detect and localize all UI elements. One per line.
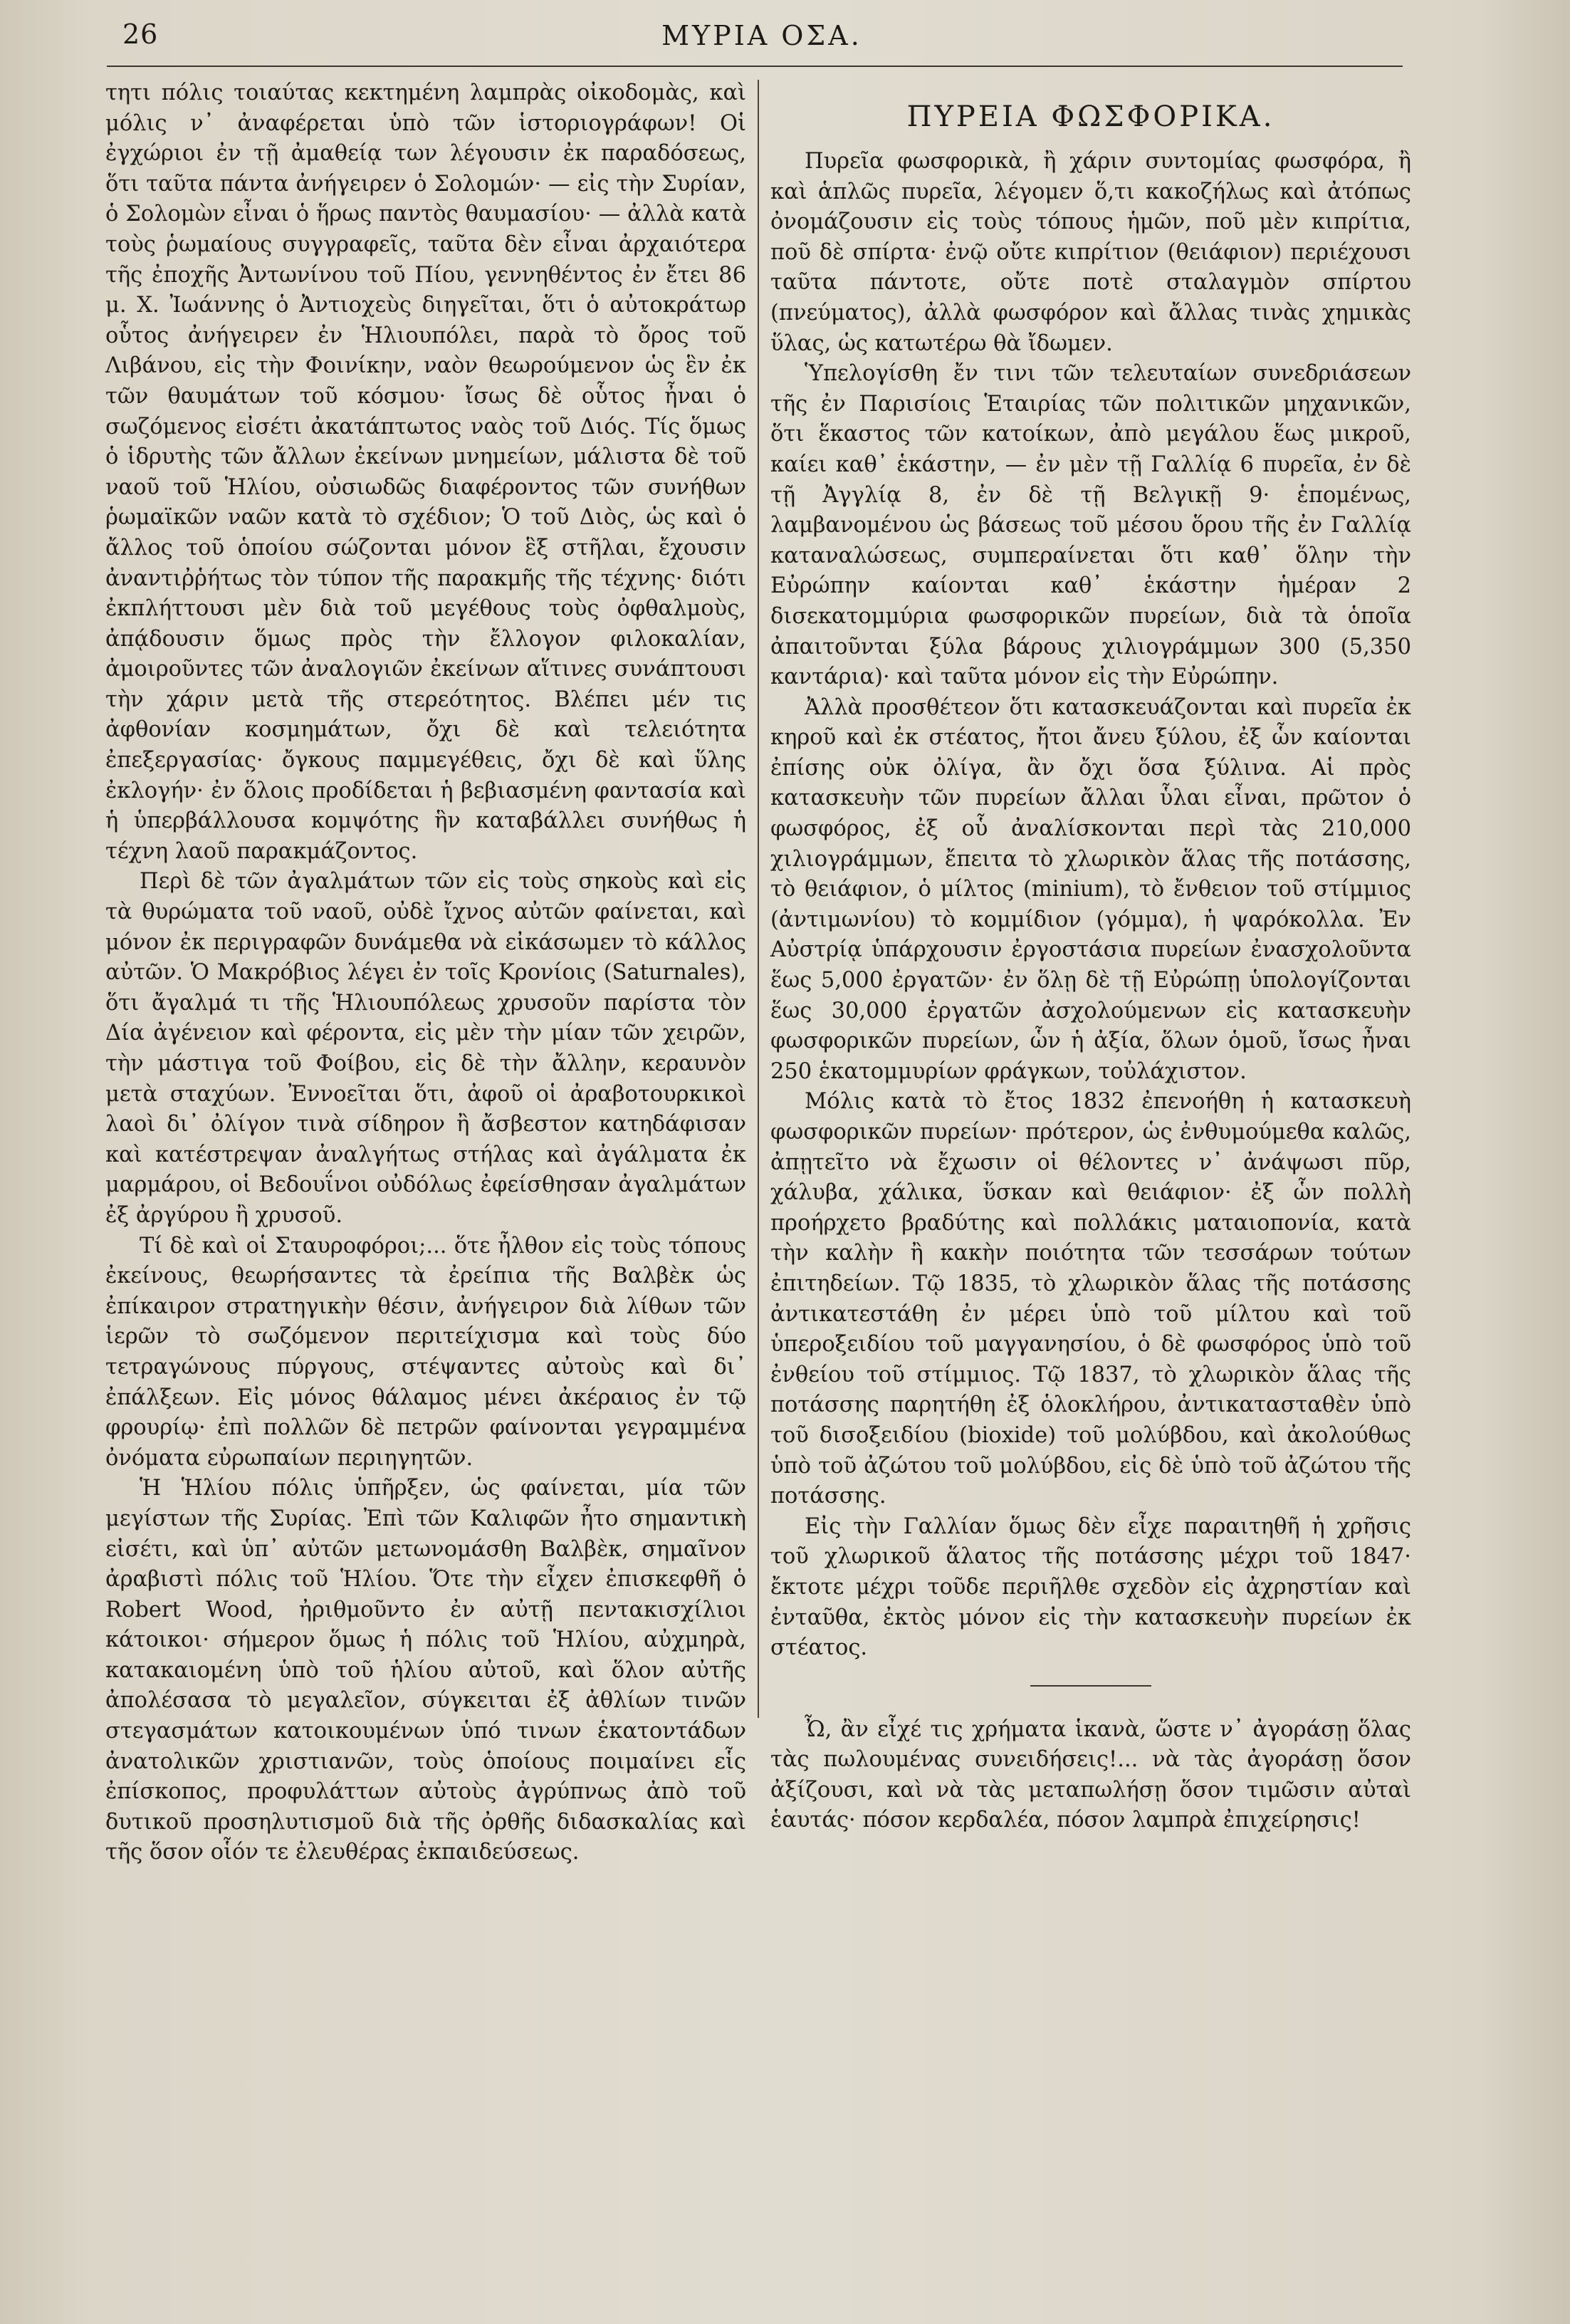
left-paragraph-4: Ἡ Ἡλίου πόλις ὑπῆρξεν, ὡς φαίνεται, μία τῶν μεγίστων τῆς Συρίας. Ἐπὶ τῶν Καλιφῶν ἦτο σημαντικὴ εἰσέτι, καὶ ὑπ᾽ αὐτῶν μετωνομάσθη Βαλβὲκ, σημαῖνον ἀραβιστὶ πόλις τοῦ Ἡλίου. Ὅτε τὴν εἶχεν ἐπισκεφθῆ ὁ Robert Wood, ἠριθμοῦντο ἐν αὐτῇ πεντακισχίλιοι κάτοικοι· σήμερον ὅμως ἡ πόλις τοῦ Ἡλίου, αὐχμηρὰ, κατακαιομένη ὑπὸ τοῦ ἡλίου αὐτοῦ, καὶ ὅλον αὐτῆς ἀπολέσασα τὸ μεγαλεῖον, σύγκειται ἐξ ἀθλίων τινῶν στεγασμάτων κατοικουμένων ὑπό τινων ἑκατοντάδων ἀνατολικῶν χριστιανῶν, τοὺς ὁποίους ποιμαίνει εἷς ἐπίσκοπος, προφυλάττων αὐτοὺς ἀγρύπνως ἀπὸ τοῦ δυτικοῦ προσηλυτισμοῦ διὰ τῆς ὀρθῆς διδασκαλίας καὶ τῆς ὅσον οἷόν τε ἐλευθέρας ἐκπαιδεύσεως. <box>105 1476 746 1865</box>
running-title: ΜΥΡΙΑ ΟΣΑ. <box>661 20 862 51</box>
closing-quote: Ὦ, ἂν εἶχέ τις χρήματα ἱκανὰ, ὥστε ν᾽ ἀγοράσῃ ὅλας τὰς πωλουμένας συνειδήσεις!... νὰ τὰς ἀγοράσῃ ὅσον ἀξίζουσι, καὶ νὰ τὰς μεταπωλήσῃ ὅσον τιμῶσιν αὐταὶ ἑαυτάς· πόσον κερδαλέα, πόσον λαμπρὰ ἐπιχείρησις! <box>770 1716 1411 1833</box>
section-separator <box>1030 1685 1151 1687</box>
left-paragraph-2: Περὶ δὲ τῶν ἀγαλμάτων τῶν εἰς τοὺς σηκοὺς καὶ εἰς τὰ θυρώματα τοῦ ναοῦ, οὐδὲ ἴχνος αὐτῶν φαίνεται, καὶ μόνον ἐκ περιγραφῶν δυνάμεθα νὰ εἰκάσωμεν τὸ κάλλος αὐτῶν. Ὁ Μακρόβιος λέγει ἐν τοῖς Κρονίοις (Saturnales), ὅτι ἄγαλμά τι τῆς Ἡλιουπόλεως χρυσοῦν παρίστα τὸν Δία ἀγένειον καὶ φέροντα, εἰς μὲν τὴν μίαν τῶν χειρῶν, τὴν μάστιγα τοῦ Φοίβου, εἰς δὲ τὴν ἄλλην, κεραυνὸν μετὰ σταχύων. Ἐννοεῖται ὅτι, ἀφοῦ οἱ ἀραβοτουρκικοὶ λαοὶ δι᾽ ὀλίγον τινὰ σίδηρον ἢ ἄσβεστον κατηδάφισαν καὶ κατέστρεψαν ἀναλγήτως στήλας καὶ ἀγάλματα ἐκ μαρμάρου, οἱ Βεδουΐνοι οὐδόλως ἐφείσθησαν ἀγαλμάτων ἐξ ἀργύρου ἢ χρυσοῦ. <box>105 869 746 1228</box>
left-column <box>105 78 746 1868</box>
page-number: 26 <box>122 19 159 50</box>
left-paragraph-1: τητι πόλις τοιαύτας κεκτημένη λαμπρὰς οἰκοδομὰς, καὶ μόλις ν᾽ ἀναφέρεται ὑπὸ τῶν ἱστοριογράφων! Οἱ ἐγχώριοι ἐν τῇ ἀμαθείᾳ των λέγουσιν ἐκ παραδόσεως, ὅτι ταῦτα πάντα ἀνήγειρεν ὁ Σολομών· — εἰς τὴν Συρίαν, ὁ Σολομὼν εἶναι ὁ ἥρως παντὸς θαυμασίου· — ἀλλὰ κατὰ τοὺς ῥωμαίους συγγραφεῖς, ταῦτα δὲν εἶναι ἀρχαιότερα τῆς ἐποχῆς Ἀντωνίνου τοῦ Πίου, γεννηθέντος ἐν ἔτει 86 μ. Χ. Ἰωάννης ὁ Ἀντιοχεὺς διηγεῖται, ὅτι ὁ αὐτοκράτωρ οὗτος ἀνήγειρεν ἐν Ἡλιουπόλει, παρὰ τὸ ὄρος τοῦ Λιβάνου, εἰς τὴν Φοινίκην, ναὸν θεωρούμενον ὡς ἓν ἐκ τῶν θαυμάτων τοῦ κόσμου· ἴσως δὲ οὗτος ἦναι ὁ σωζόμενος εἰσέτι ἀκατάπτωτος ναὸς τοῦ Διός. Τίς ὅμως ὁ ἱδρυτὴς τῶν ἄλλων ἐκείνων μνημείων, μάλιστα δὲ τοῦ ναοῦ τοῦ Ἡλίου, οὐσιωδῶς διαφέροντος τῶν συνήθων ῥωμαϊκῶν ναῶν κατὰ τὸ σχέδιον; Ὁ τοῦ Διὸς, ὡς καὶ ὁ ἄλλος τοῦ ὁποίου σώζονται μόνον ἓξ στῆλαι, ἔχουσιν ἀναντιῤῥήτως τὸν τύπον τῆς παρακμῆς τῆς τέχνης· διότι ἐκπλήττουσι μὲν διὰ τοῦ μεγέθους τοὺς ὀφθαλμοὺς, ἀπᾴδουσιν ὅμως πρὸς τὴν ἔλλογον φιλοκαλίαν, ἀμοιροῦντες τῶν ἀναλογιῶν ἐκείνων αἵτινες συνάπτουσι τὴν χάριν μετὰ τῆς στερεότητος. Βλέπει μέν τις ἀφθονίαν κοσμημάτων, ὄχι δὲ καὶ τελειότητα ἐπεξεργασίας· ὄγκους παμμεγέθεις, ὄχι δὲ καὶ ὕλης ἐκλογήν· ἐν ὅλοις προδίδεται ἡ βεβιασμένη φαντασία καὶ ἡ ὑπερβάλλουσα κομψότης ἣν καταβάλλει συνήθως ἡ τέχνη λαοῦ παρακμάζοντος. <box>105 80 746 864</box>
right-paragraph-4: Μόλις κατὰ τὸ ἔτος 1832 ἐπενοήθη ἡ κατασκευὴ φωσφορικῶν πυρείων· πρότερον, ὡς ἐνθυμούμεθα καλῶς, ἀπῃτεῖτο νὰ ἔχωσιν οἱ θέλοντες ν᾽ ἀνάψωσι πῦρ, χάλυβα, χάλικα, ὕσκαν καὶ θειάφιον· ἐξ ὧν πολλὴ προήρχετο βραδύτης καὶ πολλάκις ματαιοπονία, κατὰ τὴν καλὴν ἢ κακὴν ποιότητα τῶν τεσσάρων τούτων ἐπιτηδείων. Τῷ 1835, τὸ χλωρικὸν ἅλας τῆς ποτάσσης ἀντικατεστάθη ἐν μέρει ὑπὸ τοῦ μίλτου καὶ τοῦ ὑπεροξειδίου τοῦ μαγγανησίου, ὁ δὲ φωσφόρος ὑπὸ τοῦ ἐνθείου τοῦ στίμμιος. Τῷ 1837, τὸ χλωρικὸν ἅλας τῆς ποτάσσης παρητήθη ἐξ ὁλοκλήρου, ἀντικατασταθὲν ὑπὸ τοῦ δισοξειδίου (bioxide) τοῦ μολύβδου, καὶ ἀκολούθως ὑπὸ τοῦ ἀζώτου τοῦ μολύβδου, εἰς δὲ ὑπὸ τοῦ ἀζώτου τῆς ποτάσσης. <box>770 1089 1411 1509</box>
right-paragraph-1: Πυρεῖα φωσφορικὰ, ἢ χάριν συντομίας φωσφόρα, ἢ καὶ ἁπλῶς πυρεῖα, λέγομεν ὅ,τι κακοζήλως καὶ ἀτόπως ὀνομάζουσιν εἰς τοὺς τόπους ἡμῶν, ποῦ μὲν κιπρίτια, ποῦ δὲ σπίρτα· ἐνῷ οὔτε κιπρίτιον (θειάφιον) περιέχουσι ταῦτα πάντοτε, οὔτε ποτὲ σταλαγμὸν σπίρτου (πνεύματος), ἀλλὰ φωσφόρον καὶ ἄλλας τινὰς χημικὰς ὕλας, ὡς κατωτέρω θὰ ἴδωμεν. <box>770 149 1411 356</box>
right-paragraph-2: Ὑπελογίσθη ἔν τινι τῶν τελευταίων συνεδριάσεων τῆς ἐν Παρισίοις Ἑταιρίας τῶν πολιτικῶν μηχανικῶν, ὅτι ἕκαστος τῶν κατοίκων, ἀπὸ μεγάλου ἕως μικροῦ, καίει καθ᾽ ἑκάστην, — ἐν μὲν τῇ Γαλλίᾳ 6 πυρεῖα, ἐν δὲ τῇ Ἀγγλίᾳ 8, ἐν δὲ τῇ Βελγικῇ 9· ἑπομένως, λαμβανομένου ὡς βάσεως τοῦ μέσου ὅρου τῆς ἐν Γαλλίᾳ καταναλώσεως, συμπεραίνεται ὅτι καθ᾽ ὅλην τὴν Εὐρώπην καίονται καθ᾽ ἑκάστην ἡμέραν 2 δισεκατομμύρια φωσφορικῶν πυρείων, διὰ τὰ ὁποῖα ἀπαιτοῦνται ξύλα βάρους χιλιογράμμων 300 (5,350 καντάρια)· καὶ ταῦτα μόνον εἰς τὴν Εὐρώπην. <box>770 361 1411 690</box>
page-header <box>107 13 1417 63</box>
right-paragraph-5: Εἰς τὴν Γαλλίαν ὅμως δὲν εἶχε παραιτηθῆ ἡ χρῆσις τοῦ χλωρικοῦ ἅλατος τῆς ποτάσσης μέχρι τοῦ 1847· ἔκτοτε μέχρι τοῦδε περιῆλθε σχεδὸν εἰς ἀχρηστίαν καὶ ἐνταῦθα, ἐκτὸς μόνον εἰς τὴν κατασκευὴν πυρείων ἐκ στέατος. <box>770 1513 1411 1661</box>
column-divider <box>758 80 759 1718</box>
right-column <box>770 78 1411 1836</box>
left-paragraph-3: Τί δὲ καὶ οἱ Σταυροφόροι;... ὅτε ἦλθον εἰς τοὺς τόπους ἐκείνους, θεωρήσαντες τὰ ἐρείπια τῆς Βαλβὲκ ὡς ἐπίκαιρον στρατηγικὴν θέσιν, ἀνήγειρον διὰ λίθων τῶν ἱερῶν τὸ σωζόμενον περιτείχισμα καὶ τοὺς δύο τετραγώνους πύργους, στέψαντες αὐτοὺς καὶ δι᾽ ἐπάλξεων. Εἰς μόνος θάλαμος μένει ἀκέραιος ἐν τῷ φρουρίῳ· ἐπὶ πολλῶν δὲ πετρῶν φαίνονται γεγραμμένα ὀνόματα εὐρωπαίων περιηγητῶν. <box>105 1233 746 1471</box>
header-rule <box>107 66 1403 67</box>
article-title: ΠΥΡΕΙΑ ΦΩΣΦΟΡΙΚΑ. <box>906 100 1275 133</box>
right-paragraph-3: Ἀλλὰ προσθέτεον ὅτι κατασκευάζονται καὶ πυρεῖα ἐκ κηροῦ καὶ ἐκ στέατος, ἤτοι ἄνευ ξύλου, ἐξ ὧν καίονται ἐπίσης οὐκ ὀλίγα, ἂν ὄχι ὅσα ξύλινα. Αἱ πρὸς κατασκευὴν τῶν πυρείων ἄλλαι ὗλαι εἶναι, πρῶτον ὁ φωσφόρος, ἐξ οὗ ἀναλίσκονται περὶ τὰς 210,000 χιλιογράμμων, ἔπειτα τὸ χλωρικὸν ἅλας τῆς ποτάσσης, τὸ θειάφιον, ὁ μίλτος (minium), τὸ ἔνθειον τοῦ στίμμιος (ἀντιμωνίου) τὸ κομμίδιον (γόμμα), ἡ ψαρόκολλα. Ἐν Αὐστρίᾳ ὑπάρχουσιν ἐργοστάσια πυρείων ἐνασχολοῦντα ἕως 5,000 ἐργατῶν· ἐν ὅλῃ δὲ τῇ Εὐρώπῃ ὑπολογίζονται ἕως 30,000 ἐργατῶν ἀσχολούμενων εἰς κατασκευὴν φωσφορικῶν πυρείων, ὧν ἡ ἀξία, ὅλων ὁμοῦ, ἴσως ἦναι 250 ἑκατομμυρίων φράγκων, τοὐλάχιστον. <box>770 694 1411 1084</box>
